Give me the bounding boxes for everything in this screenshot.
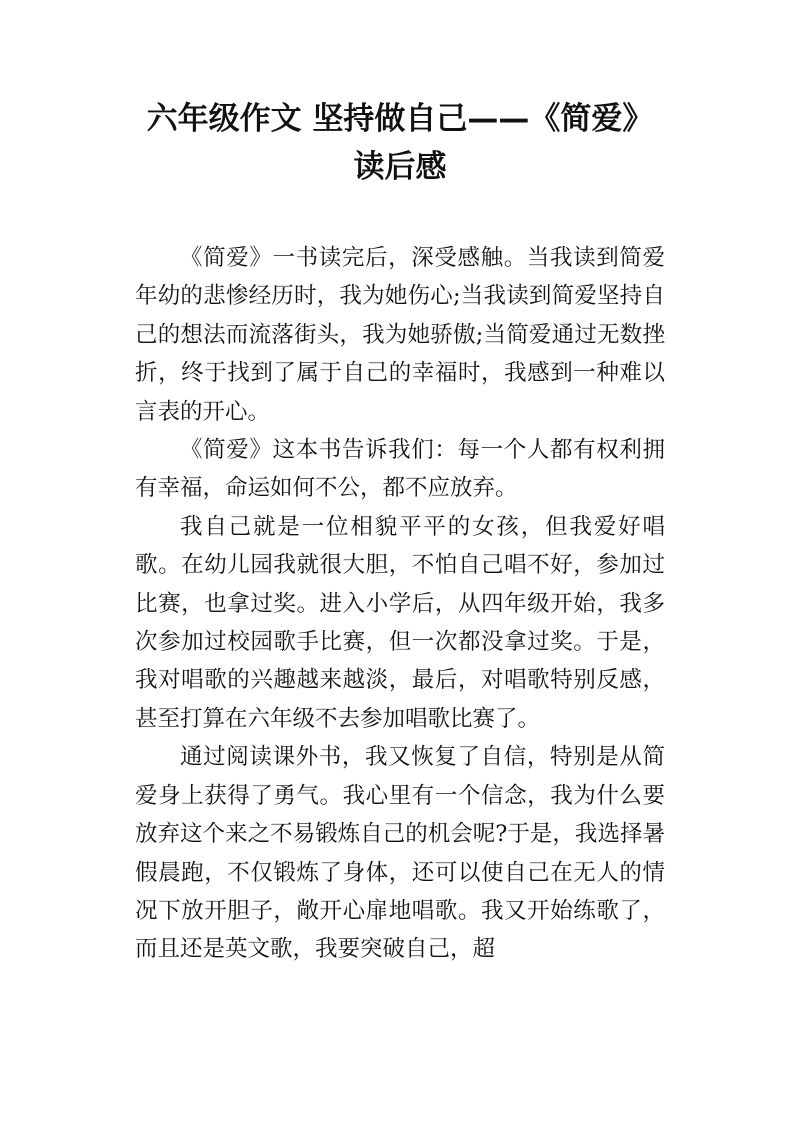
paragraph: 我自己就是一位相貌平平的女孩，但我爱好唱歌。在幼儿园我就很大胆，不怕自己唱不好，参加过比赛，也拿过奖。进入小学后，从四年级开始，我多次参加过校园歌手比赛，但一次都没拿过奖。于是，我对唱歌的兴趣越来越淡，最后，对唱歌特别反感，甚至打算在六年级不去参加唱歌比赛了。 <box>135 513 665 732</box>
title-line-2: 读后感 <box>353 149 447 185</box>
title-line-1: 六年级作文 坚持做自己——《简爱》 <box>146 101 654 137</box>
paragraph: 《简爱》这本书告诉我们：每一个人都有权利拥有幸福，命运如何不公，都不应放弃。 <box>135 437 665 502</box>
document-title <box>60 95 740 191</box>
paragraph: 《简爱》一书读完后，深受感触。当我读到简爱年幼的悲惨经历时，我为她伤心;当我读到简爱坚持自己的想法而流落街头，我为她骄傲;当简爱通过无数挫折，终于找到了属于自己的幸福时，我感到一种难以言表的开心。 <box>135 245 665 425</box>
paragraph: 通过阅读课外书，我又恢复了自信，特别是从简爱身上获得了勇气。我心里有一个信念，我为什么要放弃这个来之不易锻炼自己的机会呢?于是，我选择暑假晨跑，不仅锻炼了身体，还可以使自己在无人的情况下放开胆子，敞开心扉地唱歌。我又开始练歌了，而且还是英文歌，我要突破自己，超 <box>135 744 665 963</box>
document-body <box>135 239 665 969</box>
